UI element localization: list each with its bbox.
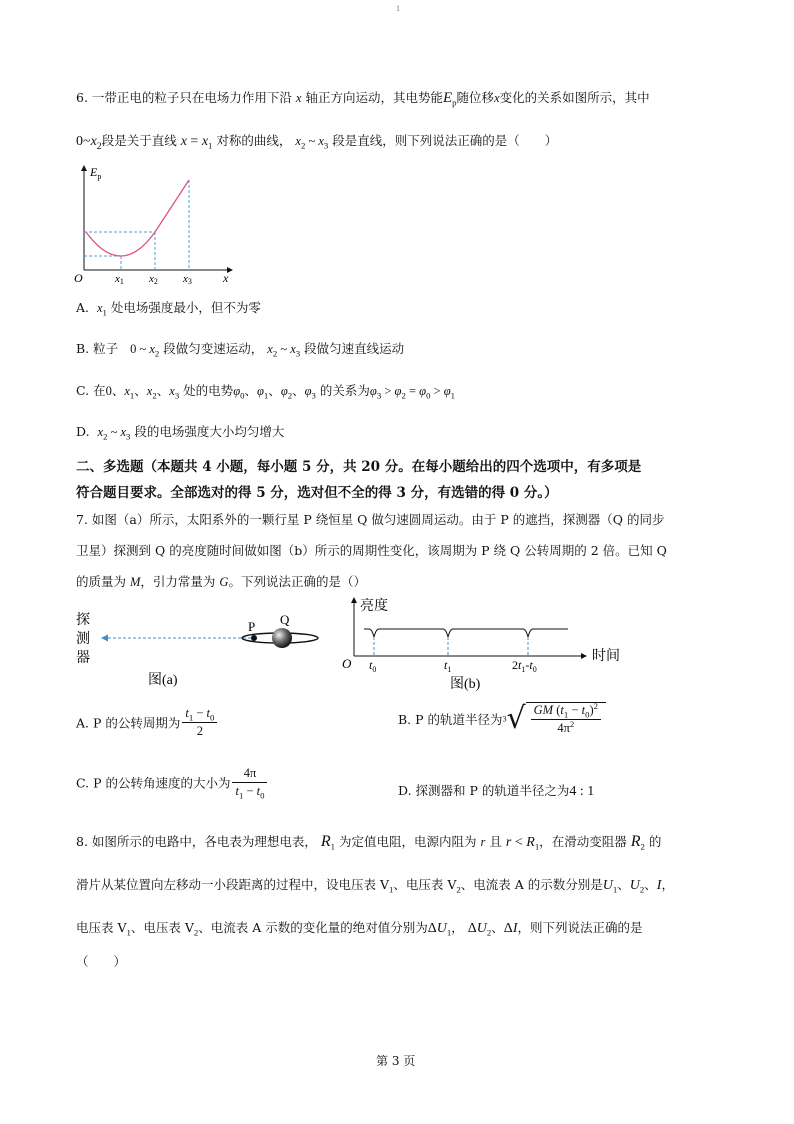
ep-x-graph (72, 160, 242, 288)
label-q: Q (280, 612, 290, 627)
q7-option-b: B. P 的轨道半径为3√ $\frac{GM (t_1 - t_0)^2}{4\pi^2}$ (398, 702, 606, 736)
tick-2t1-t0: $2t_1-t_0$ (512, 658, 537, 674)
q8-line3: 电压表 $V_1$、电压表 $V_2$、电流表 A 示数的变化量的绝对值分别为$\Delta U_1$， $\Delta U_2$、ΔI，则下列说法正确的是 (76, 920, 643, 938)
q6-line2: $0\sim x_2$段是关于直线 $x = x_1$ 对称的曲线， $x_2$ ~ $x_3$ 段是直线，则下列说法正确的是（ ） (76, 133, 558, 152)
planet-p (251, 635, 257, 641)
b-origin: O (342, 656, 352, 671)
q6-text-2b: 对称的曲线， (216, 133, 292, 148)
q6-option-d: D. $x_2$ ~ $x_3$ 段的电场强度大小均匀增大 (76, 424, 285, 442)
detector-label-3: 器 (76, 651, 90, 666)
q6-text-1a: 6. 一带正电的粒子只在电场力作用下沿 (76, 90, 292, 105)
q6-text-1d: 变化的关系如图所示，其中 (499, 90, 650, 105)
time-label: 时间 (592, 649, 620, 664)
tick-x2: x2 (149, 273, 158, 286)
tick-t1: $t_1$ (444, 658, 452, 674)
tick-x1: x1 (115, 273, 124, 286)
q6-option-c: C. 在0、$x_1$、$x_2$、$x_3$ 处的电势$\varphi_0$、$\varphi_1$、$\varphi_2$、$\varphi_3$ 的关系为$\varphi_3 > \varphi_2 = \varphi_0 > \varphi_1$ (76, 383, 456, 401)
star-q (272, 628, 292, 648)
q7-line1: 7. 如图（a）所示，太阳系外的一颗行星 P 绕恒星 Q 做匀速圆周运动。由于 P 的遮挡，探测器（Q 的同步 (76, 512, 665, 527)
origin-label: O (74, 271, 83, 285)
detector-label-1: 探 (76, 613, 90, 628)
tick-x3: x3 (183, 273, 192, 286)
page-footer: 第 3 页 (376, 1054, 416, 1068)
label-p: P (248, 619, 256, 634)
q6-line1: 6. 一带正电的粒子只在电场力作用下沿 x 轴正方向运动，其电势能$E_p$随位移x变化的关系如图所示，其中 (76, 90, 650, 108)
header-mark: 1 (396, 4, 400, 13)
q6-option-b: B. 粒子 0 ~ $x_2$ 段做匀变速运动， $x_2$ ~ $x_3$ 段做匀速直线运动 (76, 341, 405, 359)
q6-option-a: A. $x_1$ 处电场强度最小，但不为零 (76, 300, 261, 318)
section2-line1: 二、多选题（本题共 4 小题，每小题 5 分，共 20 分。在每小题给出的四个选项中，有多项是 (76, 459, 642, 475)
caption-a: 图(a) (148, 673, 178, 688)
ep-curve (86, 232, 155, 256)
q7-option-a: A. P 的公转周期为 $\frac{t_1 - t_0}{2}$ (76, 706, 219, 739)
x-axis-label: x (223, 271, 229, 285)
q8-line4: （ ） (76, 954, 127, 969)
q8-line2: 滑片从某位置向左移动一小段距离的过程中，设电压表 $V_1$、电压表 $V_2$、电流表 A 的示数分别是$U_1$、$U_2$、I， (76, 877, 674, 895)
q7-option-c: C. P 的公转角速度的大小为 $\frac{4\pi}{t_1 - t_0}$ (76, 766, 269, 799)
q6-text-1c: 随位移 (456, 90, 495, 105)
q6-text-1b: 轴正方向运动，其电势能 (305, 90, 443, 105)
ep-line (155, 180, 189, 232)
brightness-curve (364, 629, 568, 637)
tick-t0: $t_0$ (369, 658, 377, 674)
brightness-label: 亮度 (360, 599, 388, 614)
q7-line3: 的质量为 M，引力常量为 G。下列说法正确的是（） (76, 574, 366, 589)
q6-text-2c: 段是直线，则下列说法正确的是（ ） (332, 133, 558, 148)
section2-line2: 符合题目要求。全部选对的得 5 分，选对但不全的得 3 分，有选错的得 0 分。） (76, 485, 558, 501)
detector-label-2: 测 (76, 632, 90, 647)
figure-b (338, 592, 638, 692)
ep-axis-label: $E_p$ (90, 165, 102, 181)
caption-b: 图(b) (450, 677, 481, 692)
figure-a (70, 606, 340, 690)
q7-option-d: D. 探测器和 P 的轨道半径之为4 : 1 (398, 783, 595, 799)
q6-text-2a: 段是关于直线 (101, 133, 177, 148)
q8-line1: 8. 如图所示的电路中，各电表为理想电表， $R_1$ 为定值电阻，电源内阻为 r 且 $r < R_1$，在滑动变阻器 $R_2$ 的 (76, 833, 662, 852)
q7-line2: 卫星）探测到 Q 的亮度随时间做如图（b）所示的周期性变化，该周期为 P 绕 Q 公转周期的 2 倍。已知 Q (76, 543, 667, 558)
